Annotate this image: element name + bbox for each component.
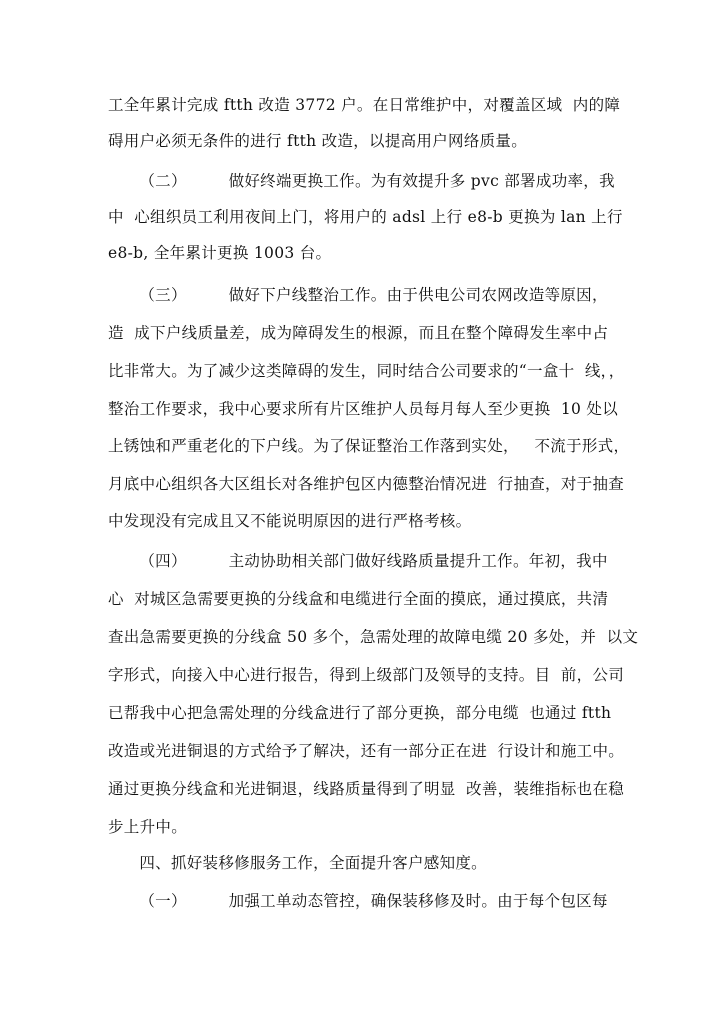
- text-line: 通过更换分线盒和光进铜退，线路质量得到了明显 改善，装维指标也在稳: [108, 780, 625, 798]
- text-line: 比非常大。为了减少这类障碍的发生，同时结合公司要求的“一盒十 线，，: [108, 362, 625, 380]
- text-line: 字形式，向接入中心进行报告，得到上级部门及领导的支持。目 前，公司: [108, 666, 625, 684]
- text-line: 改造或光进铜退的方式给予了解决，还有一部分正在进 行设计和施工中。: [108, 742, 625, 760]
- text-line: 碍用户必须无条件的进行 ftth 改造，以提高用户网络质量。: [108, 132, 528, 150]
- text-line: 查出急需要更换的分线盒 50 多个，急需处理的故障电缆 20 多处，并 以文: [108, 628, 639, 646]
- text-line: 上锈蚀和严重老化的下户线。为了保证整治工作落到实处， 不流于形式，: [108, 437, 630, 455]
- text-line: （一） 加强工单动态管控，确保装移修及时。由于每个包区每: [108, 892, 608, 910]
- section-heading: 四、抓好装移修服务工作，全面提升客户感知度。: [108, 854, 487, 872]
- text-line: e8-b, 全年累计更换 1003 台。: [108, 244, 332, 262]
- text-line: 整治工作要求，我中心要求所有片区维护人员每月每人至少更换 10 处以: [108, 400, 619, 418]
- text-line: （二） 做好终端更换工作。为有效提升多 pvc 部署成功率，我: [108, 172, 615, 190]
- text-line: 造 成下户线质量差，成为障碍发生的根源，而且在整个障碍发生率中占: [108, 324, 609, 342]
- text-line: 工全年累计完成 ftth 改造 3772 户。在日常维护中，对覆盖区域 内的障: [108, 96, 621, 114]
- text-line: 中发现没有完成且又不能说明原因的进行严格考核。: [108, 512, 472, 530]
- text-line: 月底中心组织各大区组长对各维护包区内德整治情况进 行抽查，对于抽查: [108, 475, 625, 493]
- text-line: （四） 主动协助相关部门做好线路质量提升工作。年初，我中: [108, 552, 608, 570]
- text-line: 心 对城区急需要更换的分线盒和电缆进行全面的摸底，通过摸底，共清: [108, 590, 609, 608]
- text-line: 已帮我中心把急需处理的分线盒进行了部分更换，部分电缆 也通过 ftth: [108, 704, 612, 722]
- text-line: 中 心组织员工利用夜间上门，将用户的 adsl 上行 e8-b 更换为 lan 上行: [108, 208, 623, 226]
- text-line: 步上升中。: [108, 818, 188, 836]
- text-line: （三） 做好下户线整治工作。由于供电公司农网改造等原因，: [108, 286, 608, 304]
